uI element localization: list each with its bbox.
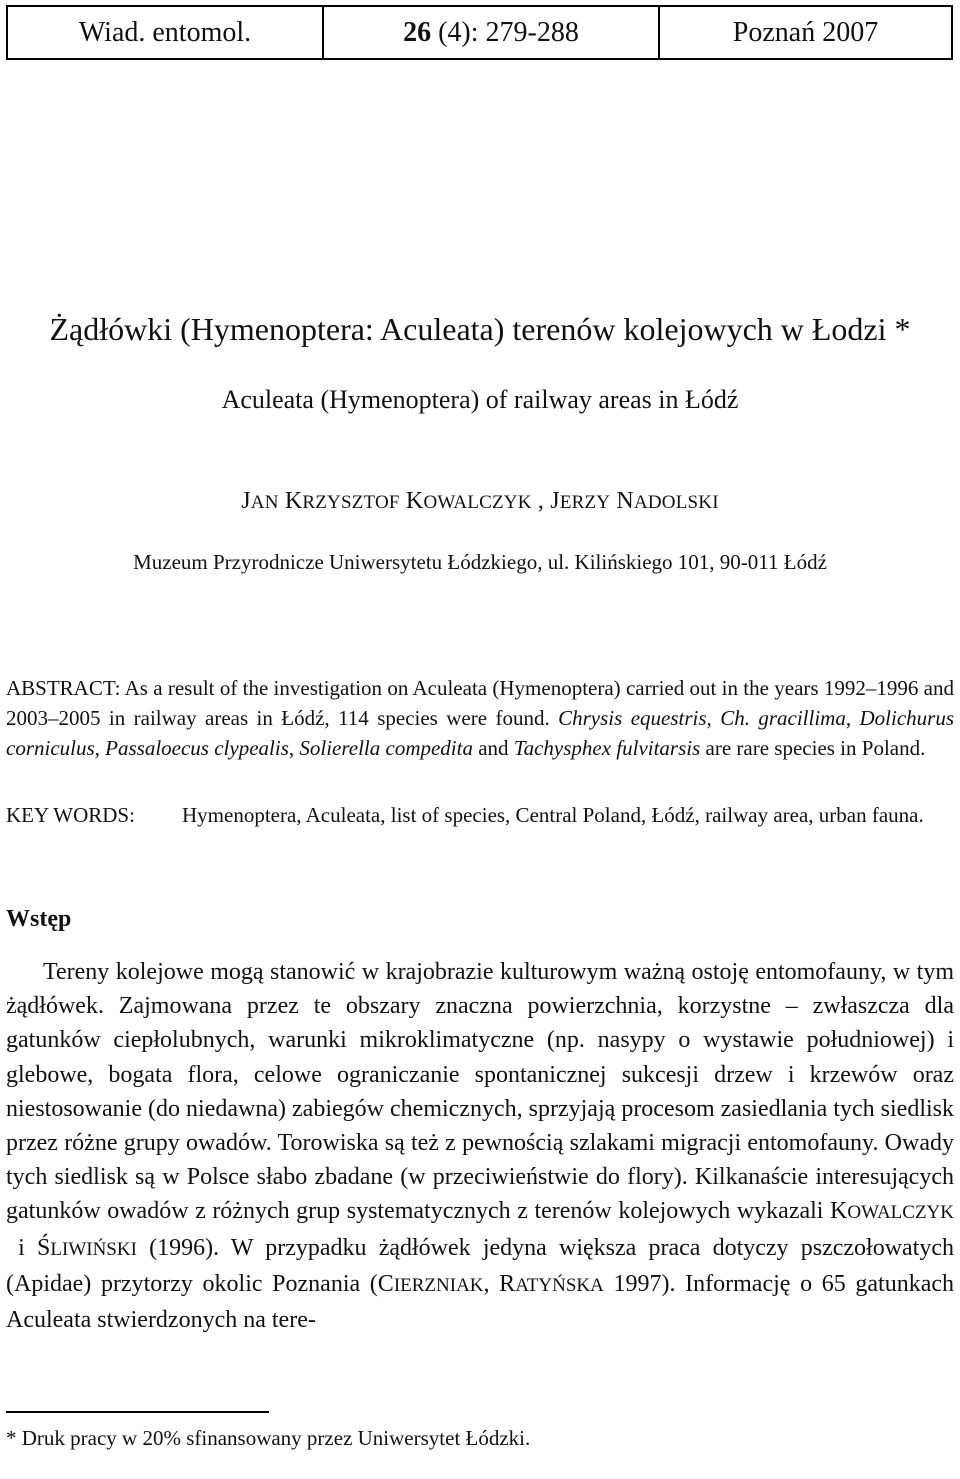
keywords-label: KEY WORDS: <box>6 803 135 827</box>
species-name: Passaloecus clypealis <box>105 736 289 760</box>
footnote-rule <box>6 1411 269 1413</box>
species-name: Ch. gracillima <box>720 706 846 730</box>
journal-header <box>6 5 953 60</box>
article-subtitle: Aculeata (Hymenoptera) of railway areas in Łódź <box>221 385 739 414</box>
abstract: ABSTRACT: As a result of the investigation on Aculeata (Hymenoptera) carried out in the years 1992–1996 and 2003–2005 in railway areas in Łódź, 114 species were found. Chrysis equestris, Ch. gracillima, Dolichurus corniculus, Passaloecus clypealis, Solierella compedita and Tachysphex fulvitarsis are rare species in Poland. <box>6 676 955 760</box>
volume-issue <box>324 7 660 58</box>
species-name: Dolichurus corniculus <box>6 706 955 760</box>
journal-name: Wiad. entomol. <box>8 7 324 58</box>
species-name: Solierella compedita <box>299 736 473 760</box>
footnote: * Druk pracy w 20% sfinansowany przez Uniwersytet Łódzki. <box>6 1426 531 1450</box>
place-year: Poznań 2007 <box>732 16 879 48</box>
species-name: Chrysis equestris <box>558 706 707 730</box>
body-paragraph: Tereny kolejowe mogą stanowić w krajobrazie kulturowym ważną ostoję entomofauny, w tym żądłówek. Zajmowana przez te obszary znaczna powierzchnia, korzystne – zwłaszcza dla gatunków ciepłolubnych, warunki mikroklimatyczne (np. nasypy o wystawie południowej) i glebowe, bogata flora, celowe ograniczanie spontanicznej sukcesji drzew i krzewów oraz niestosowanie (do niedawna) zabiegów chemicznych, sprzyjają procesom zasiedlania tych siedlisk przez różne grupy owadów. Torowiska są też z pewnością szlakami migracji entomofauny. Owady tych siedlisk są w Polsce słabo zbadane (w przeciwieństwie do flory). Kilkanaście interesujących gatunków owadów z różnych grup systematycznych z terenów kolejowych wykazali KOWALCZYK i ŚLIWIŃSKI (1996). W przypadku żądłówek jedyna większa praca dotyczy pszczołowatych (Apidae) przytorzy okolic Poznania (CIERZNIAK, RATYŃSKA 1997). Informację o 65 gatunkach Aculeata stwierdzonych na tere- <box>6 959 955 1334</box>
section-heading: Wstęp <box>6 906 72 932</box>
keywords <box>6 800 954 830</box>
authors: JAN KRZYSZTOF KOWALCZYK , JERZY NADOLSKI <box>241 488 719 514</box>
article-title: Żądłówki (Hymenoptera: Aculeata) terenów kolejowych w Łodzi * <box>49 311 911 347</box>
species-name: Tachysphex fulvitarsis <box>513 736 701 760</box>
volume-number: 26 <box>403 16 432 48</box>
keywords-text: Hymenoptera, Aculeata, list of species, Central Poland, Łódź, railway area, urban fauna. <box>182 803 924 827</box>
issue-pages: (4): 279-288 <box>431 16 579 48</box>
affiliation: Muzeum Przyrodnicze Uniwersytetu Łódzkiego, ul. Kilińskiego 101, 90-011 Łódź <box>133 550 827 574</box>
